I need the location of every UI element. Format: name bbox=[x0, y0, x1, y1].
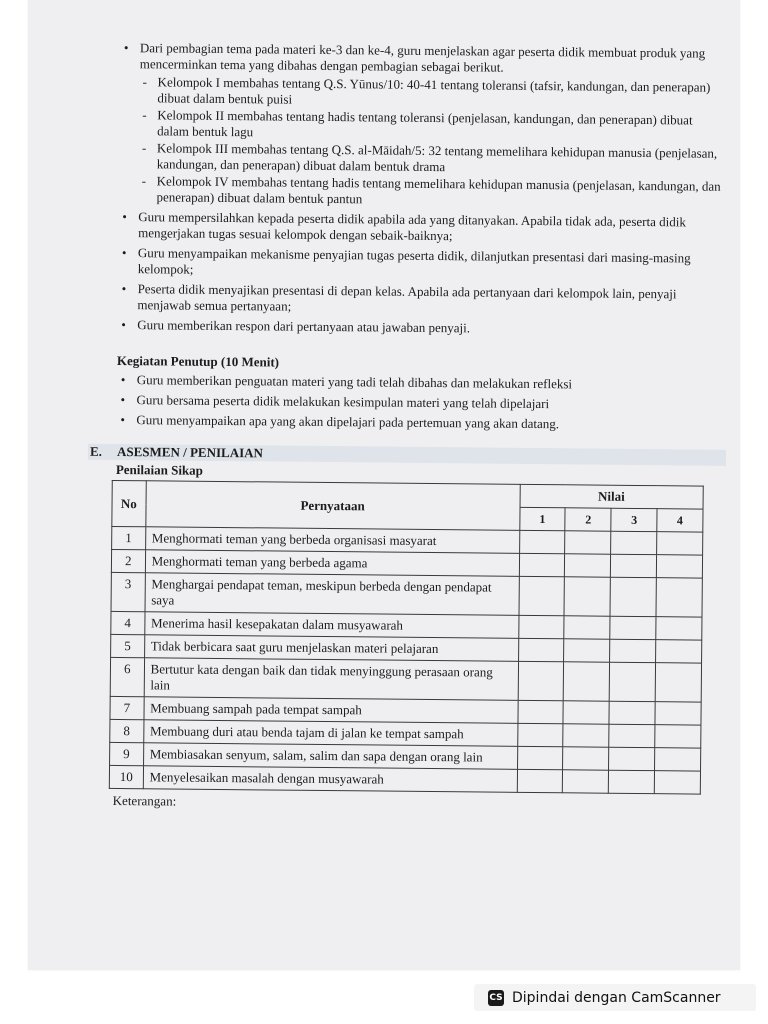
score-cell bbox=[519, 576, 565, 615]
list-item: • Peserta didik menyajikan presentasi di depan kelas. Apabila ada pertanyaan dari kelompok lain, penyaji menjawab semua pertanyaan; bbox=[117, 281, 725, 319]
score-cell bbox=[518, 638, 564, 661]
header-statement: Pernyataan bbox=[145, 481, 519, 531]
score-cell bbox=[564, 616, 610, 639]
camscanner-badge bbox=[474, 984, 756, 1011]
header-no: No bbox=[112, 480, 146, 526]
row-statement: Menghormati teman yang berbeda organisasi masyarat bbox=[145, 527, 519, 554]
score-cell bbox=[655, 663, 701, 702]
score-cell bbox=[609, 770, 655, 793]
row-statement: Menghormati teman yang berbeda agama bbox=[145, 550, 519, 577]
score-cell bbox=[563, 724, 609, 747]
score-cell bbox=[564, 639, 610, 662]
page-content bbox=[89, 40, 728, 815]
camscanner-logo-icon: CS bbox=[488, 990, 504, 1006]
row-statement: Bertutur kata dengan baik dan tidak menyinggung perasaan orang lain bbox=[144, 658, 518, 701]
score-cell bbox=[610, 577, 656, 616]
score-cell bbox=[563, 770, 609, 793]
score-cell bbox=[609, 662, 655, 701]
header-score-1: 1 bbox=[519, 507, 565, 530]
section-letter: E. bbox=[89, 443, 103, 459]
score-cell bbox=[517, 746, 563, 769]
penutup-list bbox=[116, 372, 725, 434]
score-cell bbox=[609, 747, 655, 770]
row-number: 1 bbox=[112, 526, 146, 549]
score-cell bbox=[656, 617, 702, 640]
list-item bbox=[118, 40, 728, 211]
score-cell bbox=[656, 555, 702, 578]
score-cell bbox=[609, 724, 655, 747]
row-number: 7 bbox=[110, 696, 144, 719]
row-number: 10 bbox=[109, 765, 143, 788]
row-statement: Menghargai pendapat teman, meskipun berbeda dengan pendapat saya bbox=[145, 573, 519, 616]
score-cell bbox=[563, 701, 609, 724]
score-cell bbox=[518, 700, 564, 723]
score-cell bbox=[656, 640, 702, 663]
score-cell bbox=[655, 725, 701, 748]
score-cell bbox=[565, 531, 611, 554]
score-cell bbox=[611, 554, 657, 577]
score-cell bbox=[655, 748, 701, 771]
row-statement: Membiasakan senyum, salam, salim dan sapa dengan orang lain bbox=[143, 743, 517, 770]
camscanner-label: Dipindai dengan CamScanner bbox=[512, 989, 721, 1006]
section-title: ASESMEN / PENILAIAN bbox=[116, 443, 264, 461]
row-number: 3 bbox=[111, 572, 145, 611]
row-statement: Membuang duri atau benda tajam di jalan ke tempat sampah bbox=[143, 720, 517, 747]
score-cell bbox=[564, 577, 610, 616]
penilaian-title: Penilaian Sikap bbox=[115, 461, 204, 478]
score-cell bbox=[609, 701, 655, 724]
list-item: • Guru menyampaikan mekanisme penyajian tugas peserta didik, dilanjutkan presentasi dari masing-masing kelompok; bbox=[118, 245, 726, 283]
row-number: 8 bbox=[110, 719, 144, 742]
row-number: 6 bbox=[110, 657, 144, 696]
score-cell bbox=[517, 723, 563, 746]
score-cell bbox=[611, 531, 657, 554]
score-cell bbox=[656, 578, 702, 617]
row-number: 5 bbox=[111, 634, 145, 657]
score-cell bbox=[518, 661, 564, 700]
list-item: • Guru memberikan respon dari pertanyaan atau jawaban penyaji. bbox=[117, 317, 725, 339]
score-cell bbox=[564, 662, 610, 701]
assessment-table bbox=[109, 480, 704, 795]
score-cell bbox=[655, 702, 701, 725]
group-item: - Kelompok II membahas tentang hadis tentang toleransi (penjelasan, kandungan, dan penerapan) dibuat dalam bentuk lagu bbox=[139, 107, 727, 145]
group-list bbox=[138, 74, 727, 211]
row-statement: Tidak berbicara saat guru menjelaskan materi pelajaran bbox=[144, 635, 518, 662]
activity-list bbox=[117, 40, 728, 339]
header-score-3: 3 bbox=[611, 508, 657, 531]
list-item: • Guru bersama peserta didik melakukan kesimpulan materi yang telah dipelajari bbox=[116, 392, 724, 414]
score-cell bbox=[517, 769, 563, 792]
score-cell bbox=[657, 532, 703, 555]
table-row bbox=[111, 572, 702, 617]
row-number: 2 bbox=[111, 549, 145, 572]
row-statement: Menyelesaikan masalah dengan musyawarah bbox=[143, 766, 517, 793]
table-header-row bbox=[112, 480, 703, 509]
activity-text: Dari pembagian tema pada materi ke-3 dan ke-4, guru menjelaskan agar peserta didik membuat produk yang mencerminkan tema yang dibahas dengan pembagian sebagai berikut. bbox=[139, 40, 706, 75]
group-item: - Kelompok I membahas tentang Q.S. Yūnus/10: 40-41 tentang toleransi (tafsir, kandungan, dan penerapan) dibuat dalam bentuk puisi bbox=[139, 74, 727, 112]
header-score-4: 4 bbox=[657, 509, 703, 532]
list-item: • Guru memberikan penguatan materi yang tadi telah dibahas dan melakukan refleksi bbox=[117, 372, 725, 394]
score-cell bbox=[565, 554, 611, 577]
row-number: 4 bbox=[111, 611, 145, 634]
keterangan-label: Keterangan: bbox=[112, 792, 177, 809]
table-row bbox=[109, 765, 700, 794]
list-item: • Guru menyampaikan apa yang akan dipelajari pada pertemuan yang akan datang. bbox=[116, 412, 724, 434]
score-cell bbox=[518, 615, 564, 638]
row-statement: Membuang sampah pada tempat sampah bbox=[144, 697, 518, 724]
table-row bbox=[110, 657, 701, 702]
score-cell bbox=[610, 616, 656, 639]
penutup-heading: Kegiatan Penutup (10 Menit) bbox=[116, 352, 280, 370]
score-cell bbox=[519, 530, 565, 553]
row-statement: Menerima hasil kesepakatan dalam musyawarah bbox=[144, 612, 518, 639]
score-cell bbox=[563, 747, 609, 770]
score-cell bbox=[519, 553, 565, 576]
scanned-page bbox=[28, 0, 740, 970]
header-nilai: Nilai bbox=[520, 484, 704, 509]
list-item: • Guru mempersilahkan kepada peserta didik apabila ada yang ditanyakan. Apabila tidak ada, peserta didik mengerjakan tugas sesuai kelompok dengan sebaik-baiknya; bbox=[118, 209, 726, 247]
group-item: - Kelompok III membahas tentang Q.S. al-Māidah/5: 32 tentang memelihara kehidupan manusia (penjelasan, kandungan, dan penerapan) dibuat dalam bentuk drama bbox=[139, 140, 727, 178]
row-number: 9 bbox=[110, 742, 144, 765]
score-cell bbox=[654, 771, 700, 794]
group-item: - Kelompok IV membahas tentang hadis tentang memelihara kehidupan manusia (penjelasan, kandungan, dan penerapan) dibuat dalam bentuk pantun bbox=[138, 173, 726, 211]
score-cell bbox=[610, 639, 656, 662]
header-score-2: 2 bbox=[565, 508, 611, 531]
